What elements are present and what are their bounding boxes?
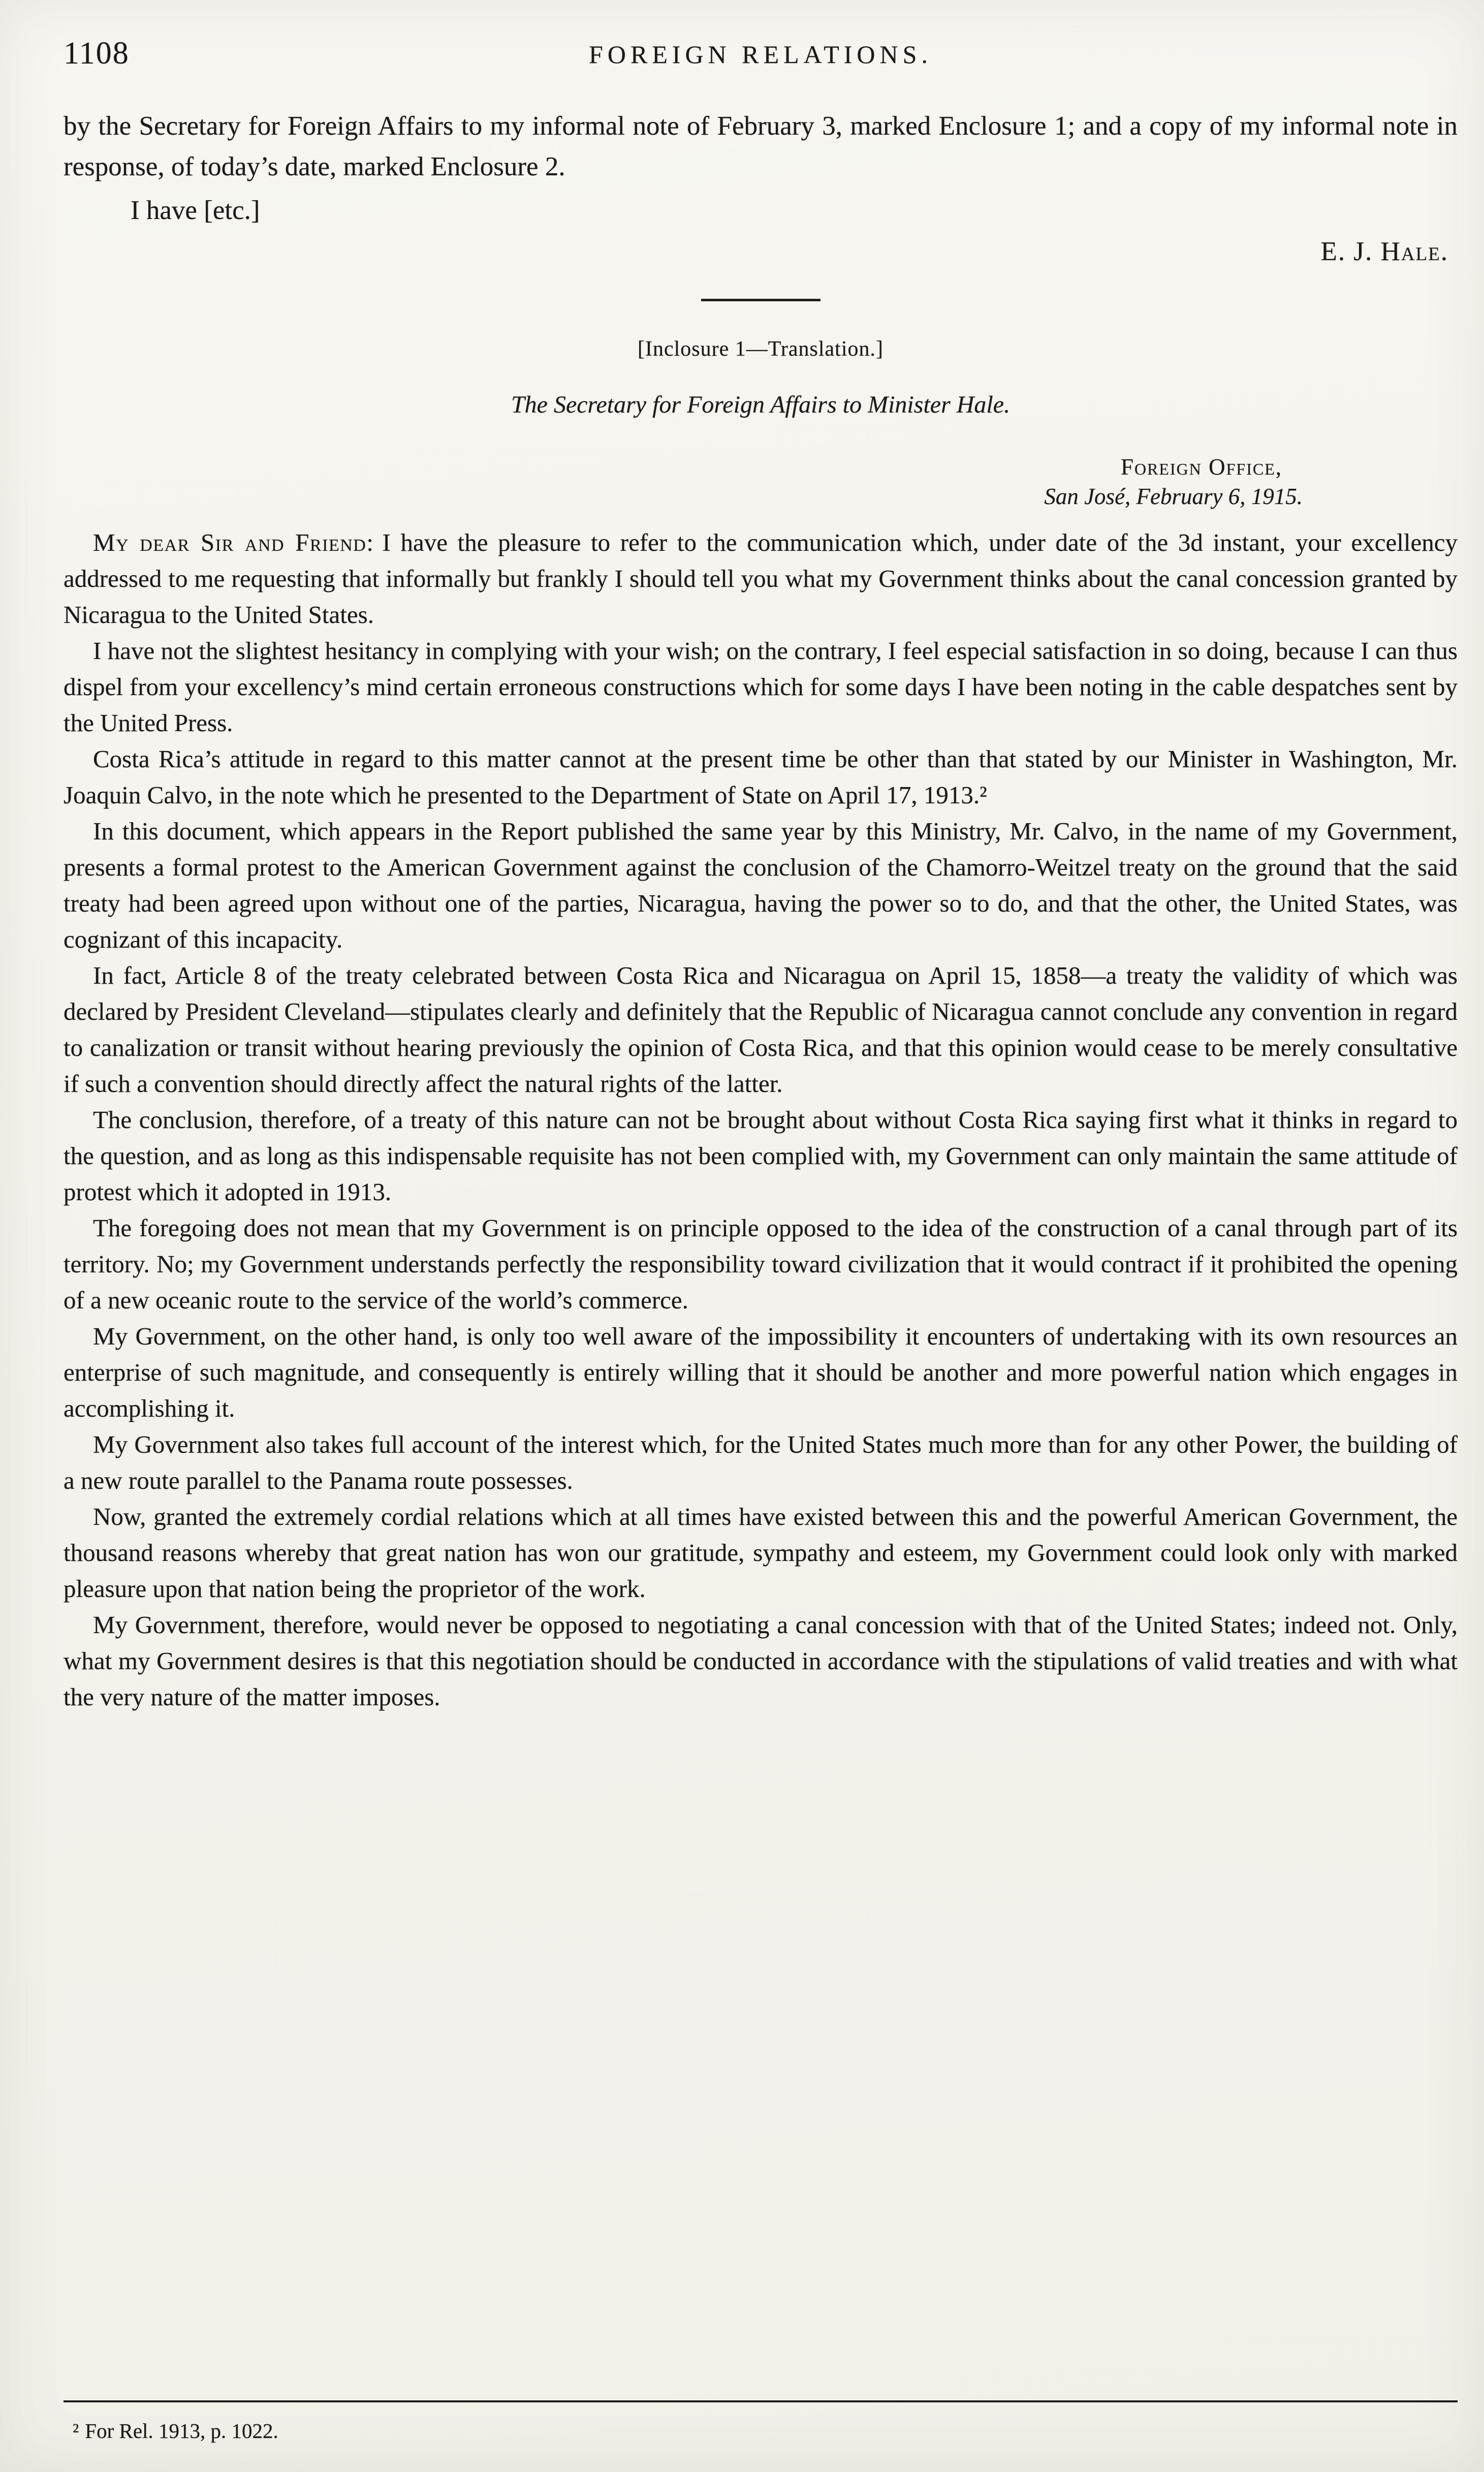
page-header	[64, 36, 1458, 79]
body-paragraph-9: My Government also takes full account of the interest which, for the United States much more than for any other Power, the building of a new route parallel to the Panama route possesses.	[64, 1430, 1458, 1494]
salutation: My dear Sir and Friend:	[93, 528, 374, 556]
inclosure-title: The Secretary for Foreign Affairs to Minister Hale.	[511, 391, 1011, 418]
letter-signature: E. J. Hale.	[1320, 237, 1448, 266]
body-paragraph-7: The foregoing does not mean that my Government is on principle opposed to the idea of the construction of a canal through part of its territory. No; my Government understands perfectly the responsibility toward civilization that it would contract if it prohibited the opening of a new oceanic route to the service of the world’s commerce.	[64, 1214, 1458, 1314]
body-paragraph-10: Now, granted the extremely cordial relations which at all times have existed between this and the powerful American Government, the thousand reasons whereby that great nation has won our gratitude, sympathy and esteem, my Government could look only with marked pleasure upon that nation being the proprietor of the work.	[64, 1503, 1458, 1603]
letter-valediction: I have [etc.]	[131, 196, 260, 225]
footnote-marker: ²	[73, 2419, 79, 2443]
section-divider-rule	[701, 299, 820, 301]
page-number: 1108	[64, 36, 130, 71]
body-paragraph-1	[64, 524, 1458, 633]
body-paragraph-6: The conclusion, therefore, of a treaty of this nature can not be brought about without Costa Rica saying first what it thinks in regard to the question, and as long as this indispensable requisite has not been complied with, my Government can only maintain the same attitude of protest which it adopted in 1913.	[64, 1106, 1458, 1206]
inclosure-section	[64, 337, 1458, 1715]
body-paragraph-4: In this document, which appears in the Report published the same year by this Ministry, Mr. Calvo, in the name of my Government, presents a formal protest to the American Government against the conclusion of the Chamorro-Weitzel treaty on the ground that the said treaty had been agreed upon without one of the parties, Nicaragua, having the power so to do, and that the other, the United States, was cognizant of this incapacity.	[64, 817, 1458, 953]
footnote-rule	[64, 2400, 1458, 2402]
letter-closing-section	[64, 106, 1458, 269]
paragraph-text: I have the pleasure to refer to the communication which, under date of the 3d instant, your excellency addressed to me requesting that informally but frankly I should tell you what my Government thinks about the canal concession granted by Nicaragua to the United States.	[64, 528, 1458, 629]
letter-paragraph: by the Secretary for Foreign Affairs to my informal note of February 3, marked Enclosure 1; and a copy of my informal note in response, of today’s date, marked Enclosure 2.	[64, 111, 1458, 181]
dateline-block	[64, 452, 1458, 511]
inclosure-caption: [Inclosure 1—Translation.]	[637, 337, 884, 361]
body-paragraph-11: My Government, therefore, would never be opposed to negotiating a canal concession with that of the United States; indeed not. Only, what my Government desires is that this negotiation should be conducted in accordance with the stipulations of valid treaties and with what the very nature of the matter imposes.	[64, 1611, 1458, 1711]
body-paragraph-2: I have not the slightest hesitancy in complying with your wish; on the contrary, I feel especial satisfaction in so doing, because I can thus dispel from your excellency’s mind certain erroneous constructions which for some days I have been noting in the cable despatches sent by the United Press.	[64, 637, 1458, 737]
body-paragraph-3: Costa Rica’s attitude in regard to this matter cannot at the present time be other than that stated by our Minister in Washington, Mr. Joaquin Calvo, in the note which he presented to the Department of State on April 17, 1913.²	[64, 745, 1458, 809]
office-line: Foreign Office,	[1120, 454, 1282, 480]
body-paragraph-8: My Government, on the other hand, is only too well aware of the impossibility it encounters of undertaking with its own resources an enterprise of such magnitude, and consequently is entirely willing that it should be another and more powerful nation which engages in accomplishing it.	[64, 1322, 1458, 1422]
footnote	[64, 2418, 1458, 2444]
footnote-text: For Rel. 1913, p. 1022.	[85, 2419, 278, 2443]
running-head: FOREIGN RELATIONS.	[589, 40, 932, 69]
body-paragraph-5: In fact, Article 8 of the treaty celebrated between Costa Rica and Nicaragua on April 15, 1858—a treaty the validity of which was declared by President Cleveland—stipulates clearly and definitely that the Republic of Nicaragua cannot conclude any convention in regard to canalization or transit without hearing previously the opinion of Costa Rica, and that this opinion would cease to be merely consultative if such a convention should directly affect the natural rights of the latter.	[64, 961, 1458, 1098]
footnote-area	[64, 2385, 1458, 2444]
date-line: San José, February 6, 1915.	[1044, 484, 1303, 509]
